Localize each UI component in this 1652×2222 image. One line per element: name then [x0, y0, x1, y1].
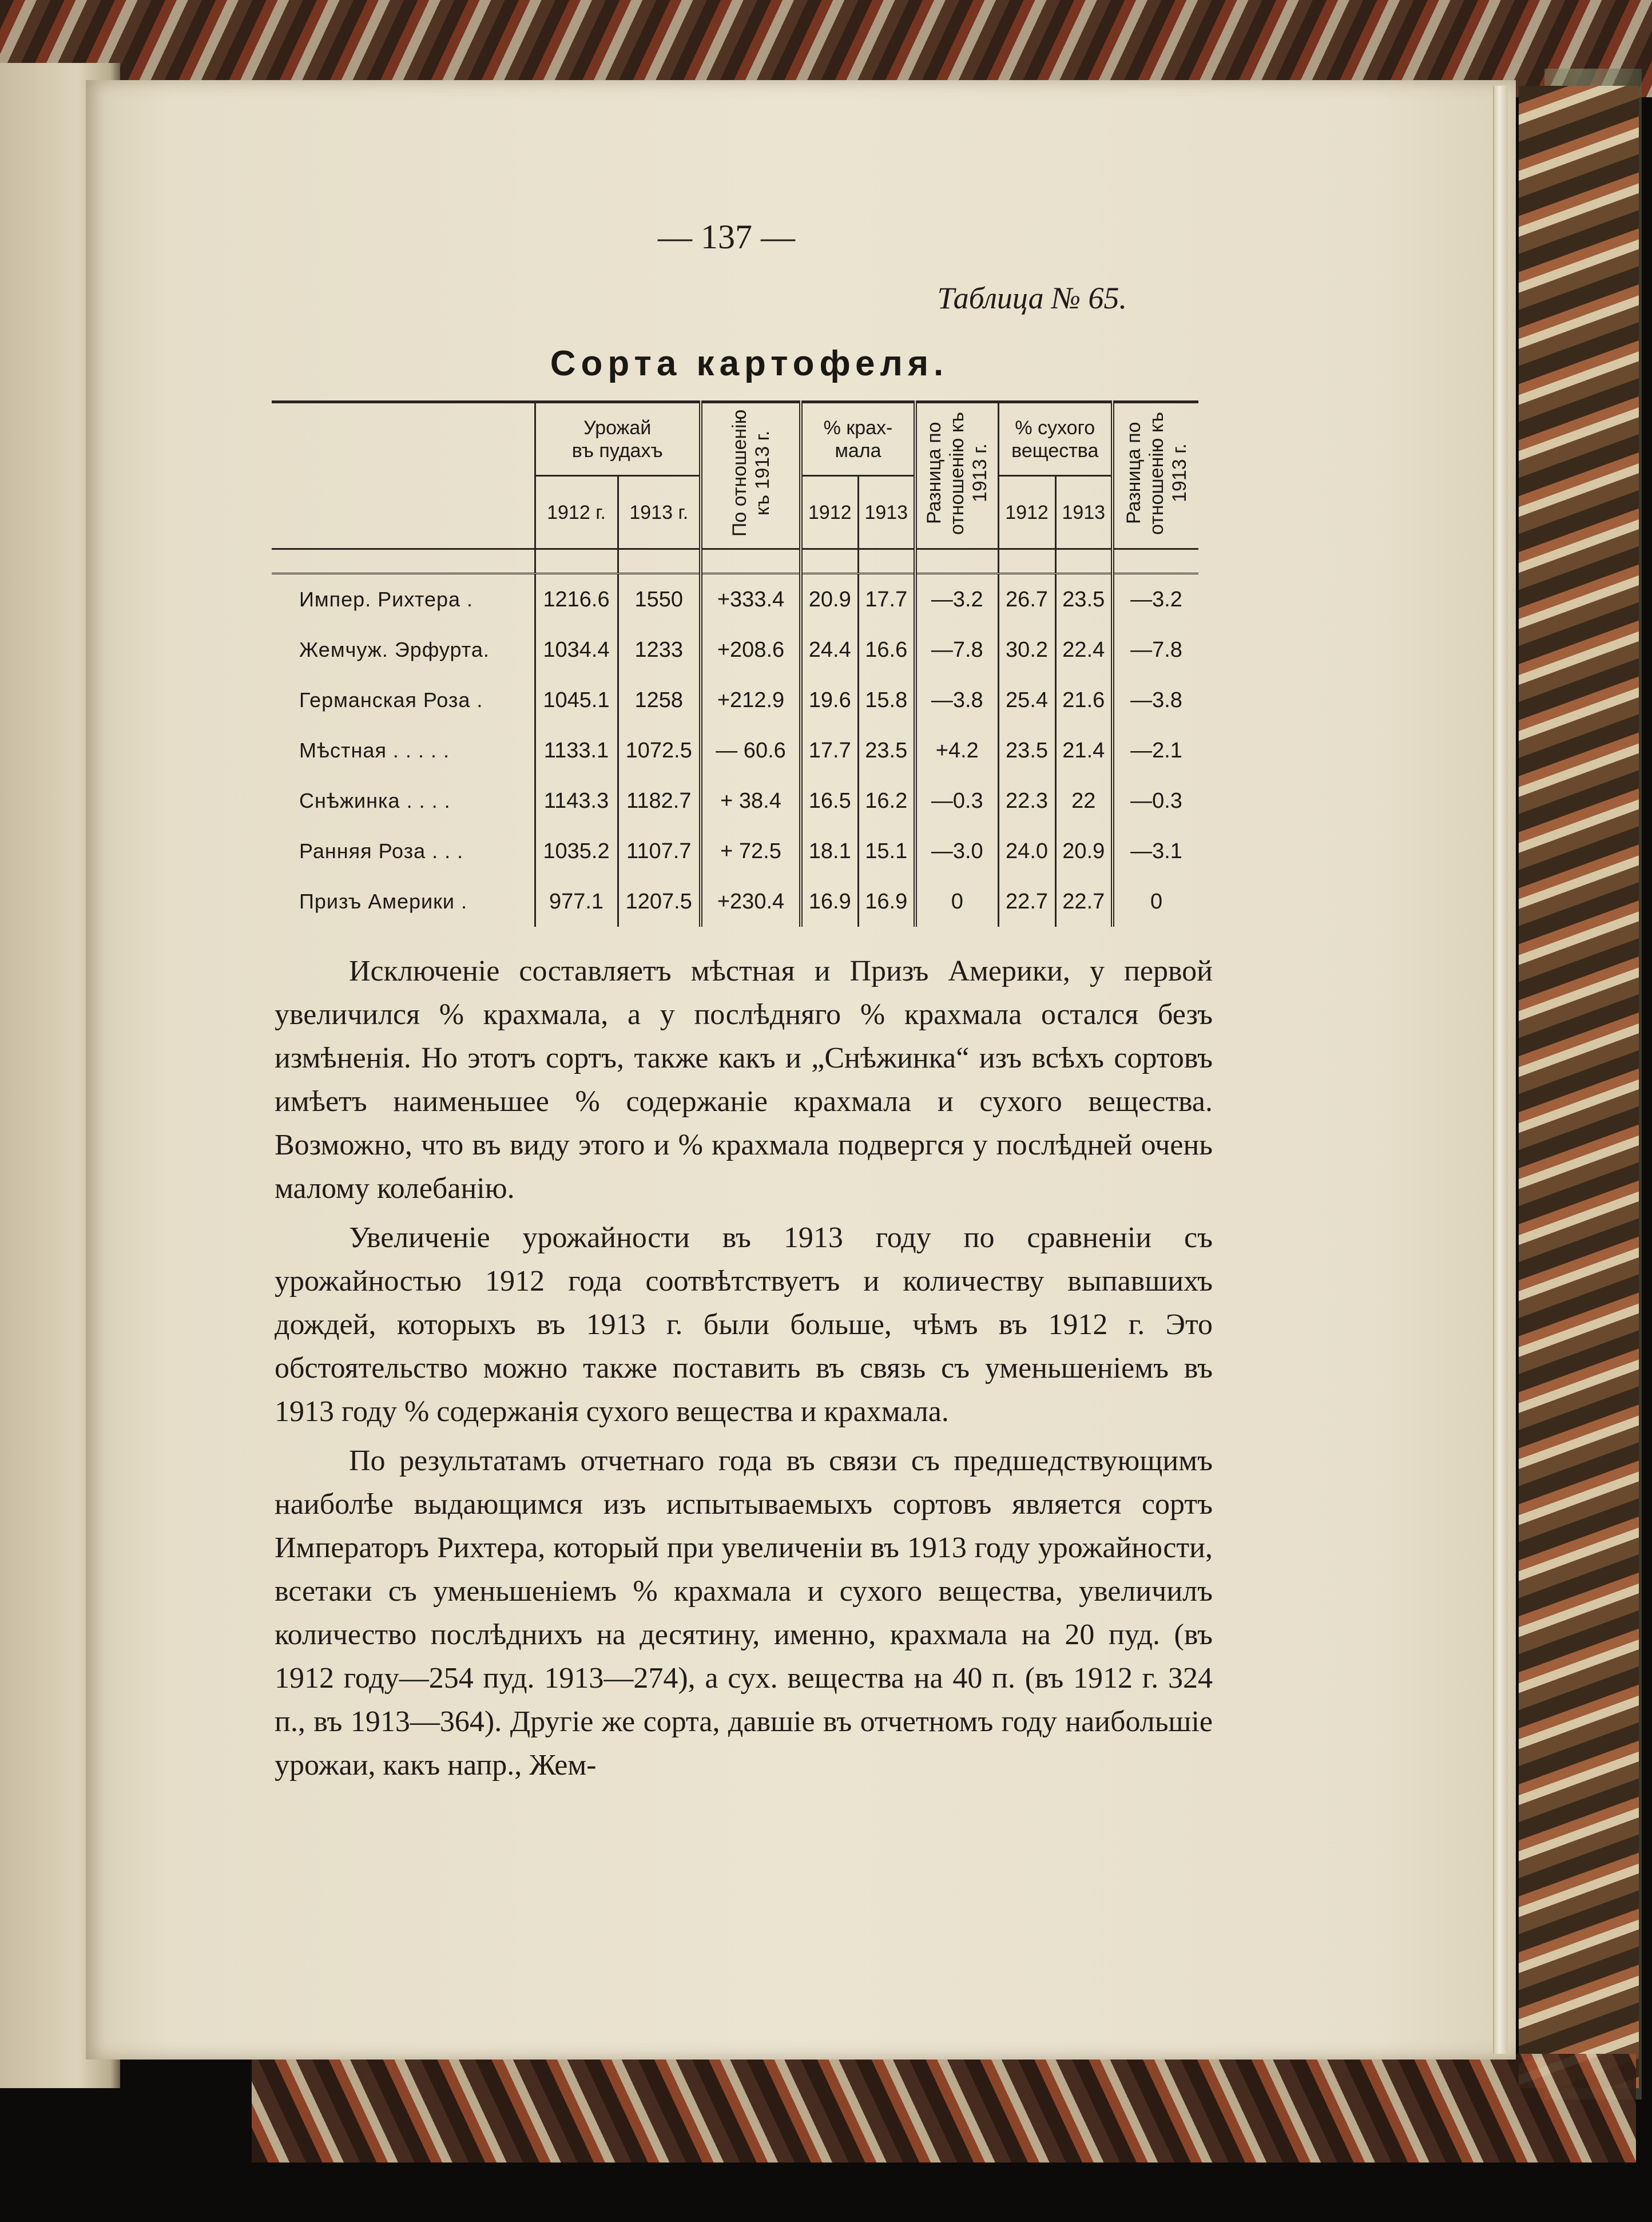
- starch-header: % крах- мала: [801, 402, 915, 476]
- table-id: Таблица № 65.: [937, 281, 1127, 315]
- table-title: Сорта картофеля.: [550, 344, 949, 383]
- table-row: Жемчуж. Эрфурта. 1034.4 1233 +208.6 24.4 16.6 —7.8 30.2 22.4 —7.8: [272, 625, 1198, 675]
- dry-1913-header: 1913: [1055, 476, 1113, 549]
- paragraph: Увеличеніе урожайности въ 1913 году по сравненіи съ урожайностью 1912 года соотвѣтствуетъ и количеству выпавшихъ дождей, которыхъ въ 1913 г. были больше, чѣмъ въ 1912 г. Это обстоятельство можно также поставить въ связь съ уменьшеніемъ въ 1913 году % содержанія сухого вещества и крахмала.: [275, 1221, 1213, 1428]
- dry-1912-header: 1912: [998, 476, 1055, 549]
- starch-1913-header: 1913: [858, 476, 915, 549]
- page-number: — 137 —: [658, 218, 795, 256]
- ratio-header: По отношенію къ 1913 г.: [701, 402, 801, 549]
- page-edge: [1493, 86, 1508, 2054]
- yield-1912-header: 1912 г.: [535, 476, 618, 549]
- paragraph: Исключеніе составляетъ мѣстная и Призъ Америки, у первой увеличился % крахмала, а у послѣдняго % крахмала остался безъ измѣненія. Но этотъ сортъ, также какъ и „Снѣжинка“ изъ всѣхъ сортовъ имѣетъ наименьшее % содержаніе крахмала и сухого вещества. Возможно, что въ виду этого и % крахмала подвергся у послѣдней очень малому колебанію.: [275, 955, 1213, 1205]
- table-row: Мѣстная . . . . . 1133.1 1072.5 — 60.6 17.7 23.5 +4.2 23.5 21.4 —2.1: [272, 725, 1198, 776]
- dry-matter-header: % сухого вещества: [998, 402, 1113, 476]
- table-row: Призъ Америки . 977.1 1207.5 +230.4 16.9 16.9 0 22.7 22.7 0: [272, 876, 1198, 927]
- variety-header-cell: [272, 402, 535, 549]
- yield-header: Урожай въ пудахъ: [535, 402, 701, 476]
- book-cover-bottom: [252, 2054, 1636, 2163]
- table-row: Снѣжинка . . . . 1143.3 1182.7 + 38.4 16.5 16.2 —0.3 22.3 22 —0.3: [272, 776, 1198, 826]
- yield-1913-header: 1913 г.: [618, 476, 701, 549]
- book-cover-right: [1519, 86, 1639, 2088]
- starch-diff-header: Разница по отношенію къ 1913 г.: [915, 402, 998, 549]
- dry-diff-header: Разница по отношенію къ 1913 г.: [1113, 402, 1198, 549]
- paragraph: По результатамъ отчетнаго года въ связи съ предшедствующимъ наиболѣе выдающимся изъ испытываемыхъ сортовъ является сортъ Императоръ Рихтера, который при увеличеніи въ 1913 году урожайности, всетаки съ уменьшеніемъ % крахмала и сухого вещества, увеличилъ количество послѣднихъ на десятину, именно, крахмала на 20 пуд. (въ 1912 году—254 пуд. 1913—274), а сух. вещества на 40 п. (въ 1912 г. 324 п., въ 1913—364). Другіе же сорта, давшіе въ отчетномъ году наибольшіе урожаи, какъ напр., Жем-: [275, 1445, 1213, 1781]
- body-text: [275, 950, 1213, 1793]
- table-row: Импер. Рихтера . 1216.6 1550 +333.4 20.9 17.7 —3.2 26.7 23.5 —3.2: [272, 574, 1198, 625]
- table-row: Германская Роза . 1045.1 1258 +212.9 19.6 15.8 —3.8 25.4 21.6 —3.8: [272, 675, 1198, 725]
- table-row: Ранняя Роза . . . 1035.2 1107.7 + 72.5 18.1 15.1 —3.0 24.0 20.9 —3.1: [272, 826, 1198, 876]
- starch-1912-header: 1912: [801, 476, 858, 549]
- potato-varieties-table: [272, 400, 1198, 927]
